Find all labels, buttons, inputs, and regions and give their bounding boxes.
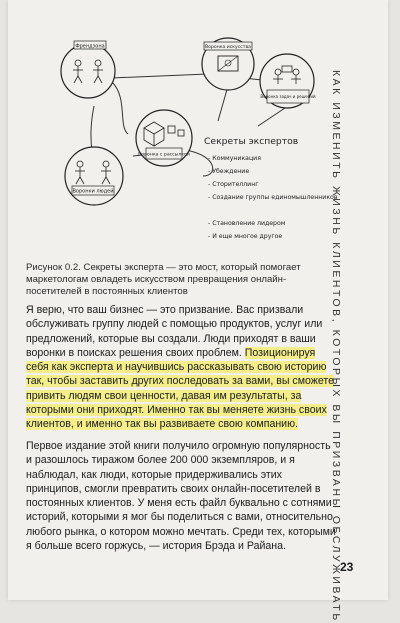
- secrets-item-5: - Становление лидером: [208, 220, 286, 227]
- secrets-list: [204, 136, 338, 240]
- label-art: Воронка искусства: [205, 45, 251, 50]
- book-page: [8, 0, 388, 623]
- figure-caption: Рисунок 0.2. Секреты эксперта — это мост, который помогает маркетологам овладеть искусством превращения онлайн-посетителей в постоянных клиентов: [26, 262, 301, 298]
- paragraph-1: [26, 303, 336, 432]
- friends-circle: [61, 41, 115, 98]
- paragraph-1-highlight: Позиционируя себя как эксперта и научившись рассказывать свою историю так, чтобы заставить других последовать за вами, вы сможете привить людям свои ценности, давая им результаты, за которыми они приходят. Именно так вы меняете жизнь своих клиентов, и именно так вы развиваете свою компанию.: [26, 346, 335, 431]
- secrets-item-3: - Сторителлинг: [208, 181, 259, 188]
- secrets-item-2: - Убеждение: [208, 168, 250, 175]
- secrets-title: Секреты экспертов: [204, 136, 299, 147]
- page-number: 23: [340, 560, 354, 574]
- running-head-text: КАК ИЗМЕНИТЬ ЖИЗНЬ КЛИЕНТОВ, КОТОРЫХ ВЫ ПРИЗВАНЫ ОБСЛУЖИВАТЬ: [330, 70, 341, 623]
- funnel-diagram-svg: [58, 26, 338, 258]
- label-people: Воронки людей: [72, 188, 114, 195]
- paragraph-2-text: Первое издание этой книги получило огромную популярность и разошлось тиражом более 200 000 экземпляров, и я наблюдал, как люди, которые придерживались этих принципов, смогли превратить своих онлайн-посетителей в постоянных клиентов. У меня есть файл буквально с сотнями историй, которыми я мог бы поделиться с вами, относительно любого рынка, о котором можно мечтать. Среди тех, которыми я больше всего горжусь, — история Брэда и Райана.: [26, 440, 336, 553]
- tasks-circle: [260, 54, 316, 108]
- label-sales: Воронка с рассылкой: [138, 152, 190, 158]
- secrets-item-1: - Коммуникация: [208, 155, 261, 162]
- secrets-item-4: - Создание группы единомышленников: [208, 194, 338, 201]
- secrets-item-6: - И еще многое другое: [208, 233, 283, 240]
- people-circle: [65, 147, 123, 205]
- paragraph-2: [26, 439, 336, 553]
- label-friends: Френдзона: [75, 43, 105, 50]
- paragraph-1-sentence-a: Я верю, что ваш бизнес — это призвание. Вас призвали обслуживать группу людей с помощью продуктов, услуг или предложений, которые вы создали. Люди приходят в ваши воронки в поисках решения своих проблем.: [26, 304, 323, 359]
- sales-circle: [136, 110, 192, 166]
- funnel-diagram: [58, 26, 338, 258]
- art-circle: [202, 38, 254, 90]
- label-tasks: Воронка задач и решений: [260, 94, 316, 99]
